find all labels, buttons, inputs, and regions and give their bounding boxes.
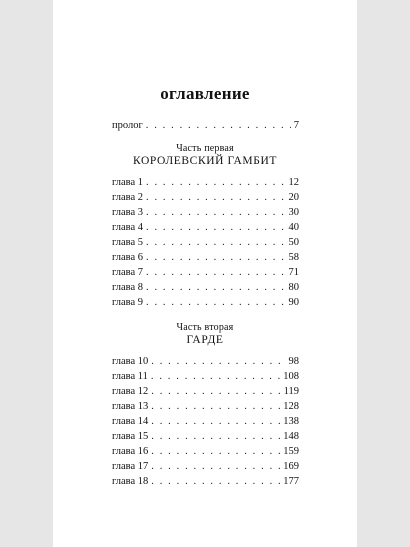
toc-entry-chapter[interactable] bbox=[112, 206, 299, 220]
toc-entry-chapter[interactable] bbox=[112, 475, 299, 489]
part-two-label: Часть вторая bbox=[176, 322, 234, 333]
entry-page: 7 bbox=[293, 120, 299, 131]
entry-page: 40 bbox=[288, 222, 299, 233]
entry-page: 177 bbox=[283, 476, 299, 487]
dot-leader bbox=[151, 355, 285, 369]
entry-label: глава 4 bbox=[112, 222, 144, 233]
toc-entry-chapter[interactable] bbox=[112, 460, 299, 474]
part-two-title: ГАРДЕ bbox=[186, 334, 224, 346]
dot-leader bbox=[146, 119, 291, 133]
toc-entry-chapter[interactable] bbox=[112, 400, 299, 414]
dot-leader bbox=[146, 251, 285, 265]
entry-page: 50 bbox=[288, 237, 299, 248]
toc-entry-chapter[interactable] bbox=[112, 221, 299, 235]
entry-label: глава 15 bbox=[112, 431, 149, 442]
entry-label: пролог bbox=[112, 120, 143, 131]
dot-leader bbox=[151, 400, 280, 414]
entry-page: 148 bbox=[283, 431, 299, 442]
entry-label: глава 1 bbox=[112, 177, 144, 188]
entry-label: глава 3 bbox=[112, 207, 144, 218]
part-one-label: Часть первая bbox=[176, 143, 234, 154]
toc-entry-chapter[interactable] bbox=[112, 415, 299, 429]
toc-entry-chapter[interactable] bbox=[112, 296, 299, 310]
entry-label: глава 13 bbox=[112, 401, 149, 412]
toc-entry-chapter[interactable] bbox=[112, 266, 299, 280]
toc-title: оглавление bbox=[160, 84, 250, 103]
entry-label: глава 7 bbox=[112, 267, 144, 278]
entry-page: 98 bbox=[288, 356, 299, 367]
entry-page: 138 bbox=[283, 416, 299, 427]
toc-entry-chapter[interactable] bbox=[112, 191, 299, 205]
toc-entry-chapter[interactable] bbox=[112, 251, 299, 265]
entry-label: глава 9 bbox=[112, 297, 144, 308]
dot-leader bbox=[146, 191, 285, 205]
dot-leader bbox=[151, 385, 280, 399]
entry-label: глава 12 bbox=[112, 386, 149, 397]
toc-entry-prologue[interactable] bbox=[112, 119, 299, 133]
toc-entry-chapter[interactable] bbox=[112, 385, 299, 399]
toc-entry-chapter[interactable] bbox=[112, 355, 299, 369]
dot-leader bbox=[146, 281, 285, 295]
dot-leader bbox=[151, 445, 280, 459]
toc-entry-chapter[interactable] bbox=[112, 445, 299, 459]
dot-leader bbox=[146, 221, 285, 235]
entry-label: глава 14 bbox=[112, 416, 149, 427]
entry-page: 169 bbox=[283, 461, 299, 472]
entry-label: глава 6 bbox=[112, 252, 144, 263]
toc-entry-chapter[interactable] bbox=[112, 281, 299, 295]
entry-page: 20 bbox=[288, 192, 299, 203]
dot-leader bbox=[146, 296, 285, 310]
toc-entry-chapter[interactable] bbox=[112, 370, 299, 384]
entry-page: 12 bbox=[288, 177, 299, 188]
entry-label: глава 11 bbox=[112, 371, 148, 382]
dot-leader bbox=[151, 475, 280, 489]
entry-label: глава 16 bbox=[112, 446, 149, 457]
dot-leader bbox=[146, 236, 285, 250]
entry-label: глава 2 bbox=[112, 192, 144, 203]
toc-entry-chapter[interactable] bbox=[112, 430, 299, 444]
dot-leader bbox=[151, 460, 280, 474]
part-one-title: КОРОЛЕВСКИЙ ГАМБИТ bbox=[133, 155, 277, 167]
dot-leader bbox=[146, 266, 285, 280]
entry-page: 159 bbox=[283, 446, 299, 457]
entry-label: глава 18 bbox=[112, 476, 149, 487]
dot-leader bbox=[151, 370, 280, 384]
entry-page: 58 bbox=[288, 252, 299, 263]
entry-label: глава 17 bbox=[112, 461, 149, 472]
entry-page: 108 bbox=[283, 371, 299, 382]
toc-entry-chapter[interactable] bbox=[112, 176, 299, 190]
entry-label: глава 5 bbox=[112, 237, 144, 248]
dot-leader bbox=[151, 430, 280, 444]
dot-leader bbox=[146, 176, 285, 190]
entry-page: 80 bbox=[288, 282, 299, 293]
entry-page: 119 bbox=[283, 386, 299, 397]
entry-label: глава 8 bbox=[112, 282, 144, 293]
dot-leader bbox=[151, 415, 280, 429]
entry-page: 30 bbox=[288, 207, 299, 218]
entry-page: 90 bbox=[288, 297, 299, 308]
entry-page: 128 bbox=[283, 401, 299, 412]
dot-leader bbox=[146, 206, 285, 220]
entry-label: глава 10 bbox=[112, 356, 149, 367]
toc-entry-chapter[interactable] bbox=[112, 236, 299, 250]
book-page bbox=[53, 0, 357, 547]
entry-page: 71 bbox=[288, 267, 299, 278]
